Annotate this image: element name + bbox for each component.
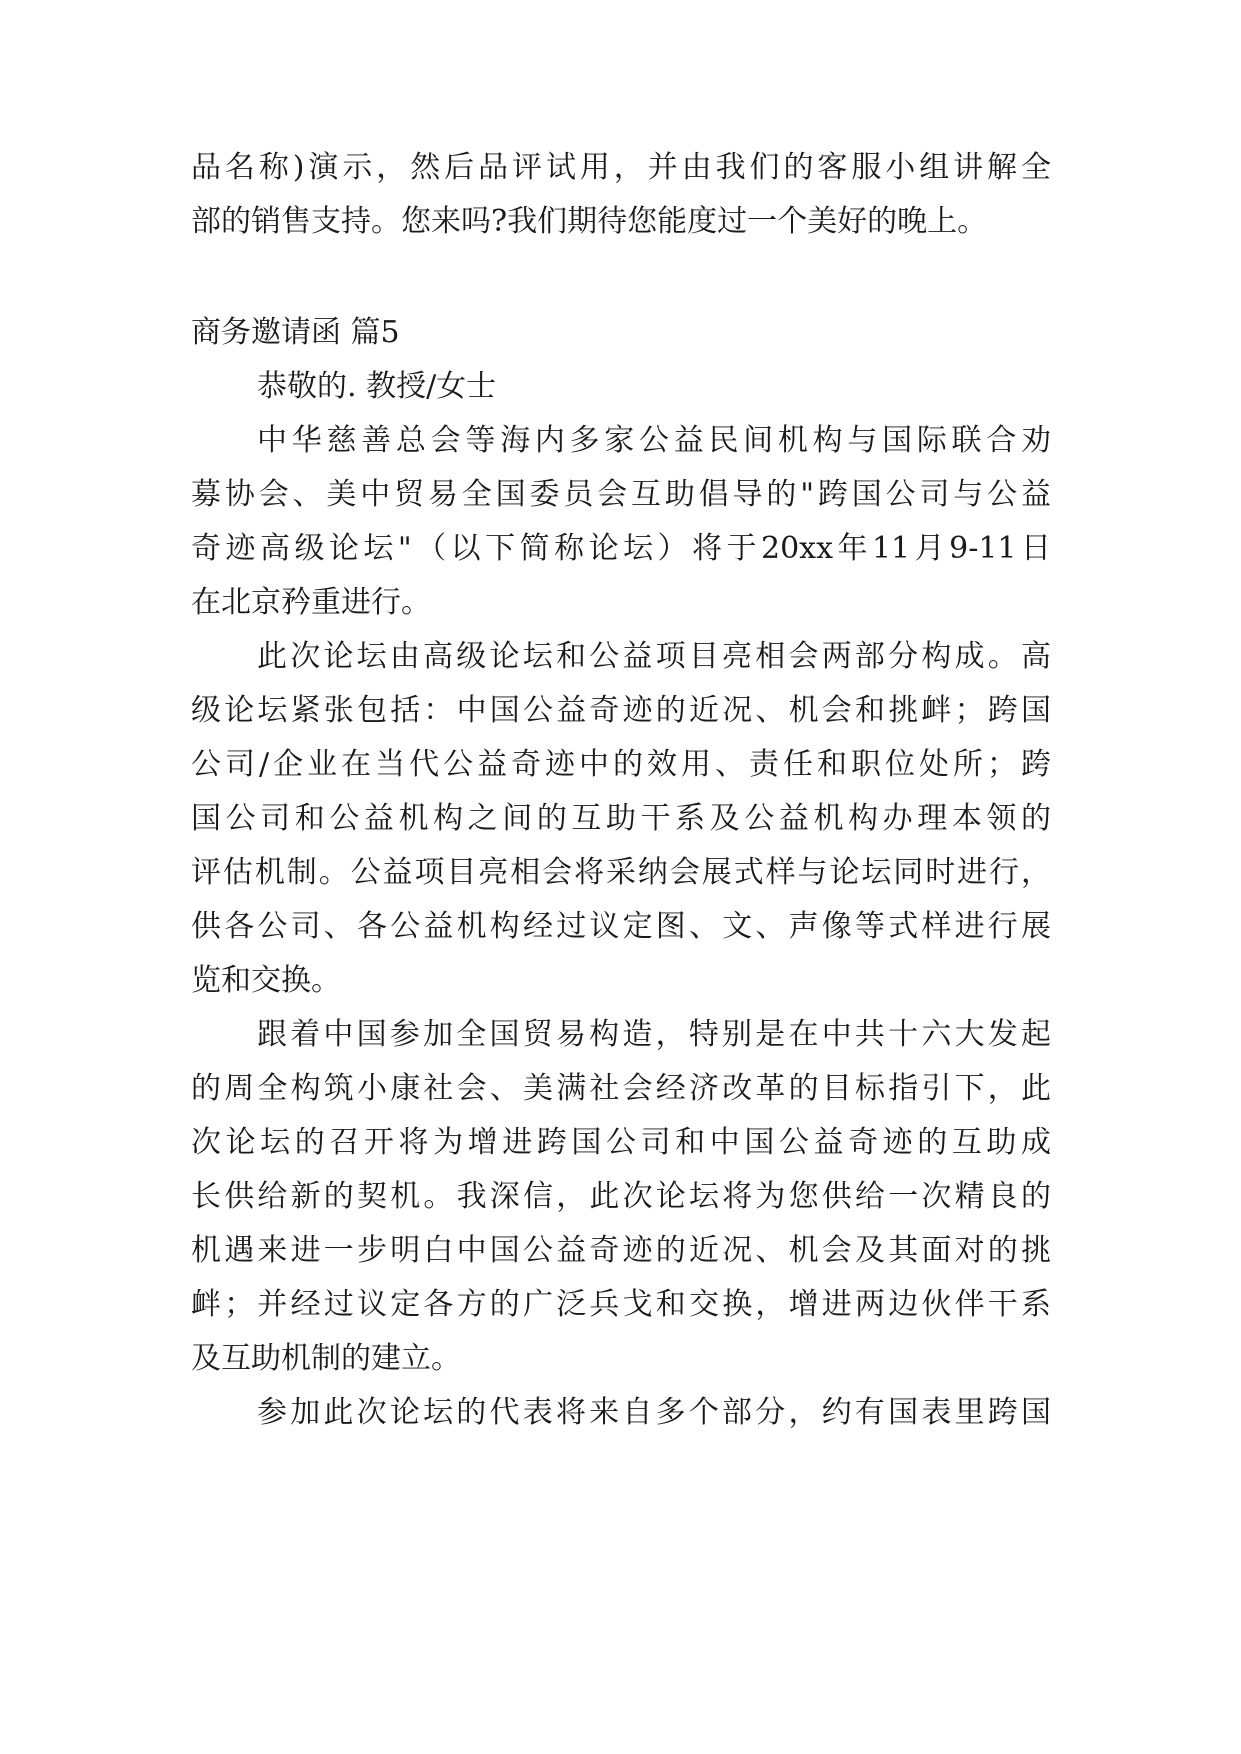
paragraph-line: 次论坛的召开将为增进跨国公司和中国公益奇迹的互助成 bbox=[191, 1125, 1051, 1160]
paragraph-line: 评估机制。公益项目亮相会将采纳会展式样与论坛同时进行， bbox=[191, 855, 1051, 890]
salutation: 恭敬的. 教授/女士 bbox=[257, 369, 497, 404]
paragraph-line: 中华慈善总会等海内多家公益民间机构与国际联合劝 bbox=[257, 423, 1051, 458]
paragraph-line: 此次论坛由高级论坛和公益项目亮相会两部分构成。高 bbox=[257, 639, 1051, 674]
paragraph-line: 奇迹高级论坛"（以下简称论坛）将于20xx年11月9-11日 bbox=[191, 531, 1051, 566]
paragraph-line: 参加此次论坛的代表将来自多个部分，约有国表里跨国 bbox=[257, 1395, 1051, 1430]
paragraph-line: 国公司和公益机构之间的互助干系及公益机构办理本领的 bbox=[191, 801, 1051, 836]
paragraph-line: 在北京矜重进行。 bbox=[191, 585, 431, 620]
paragraph-line: 级论坛紧张包括：中国公益奇迹的近况、机会和挑衅；跨国 bbox=[191, 693, 1051, 728]
paragraph-line: 跟着中国参加全国贸易构造，特别是在中共十六大发起 bbox=[257, 1017, 1051, 1052]
paragraph-line: 及互助机制的建立。 bbox=[191, 1341, 461, 1376]
paragraph-line: 公司/企业在当代公益奇迹中的效用、责任和职位处所；跨 bbox=[191, 747, 1051, 782]
paragraph-line: 览和交换。 bbox=[191, 963, 341, 998]
paragraph-line: 募协会、美中贸易全国委员会互助倡导的"跨国公司与公益 bbox=[191, 477, 1051, 512]
paragraph-line: 衅；并经过议定各方的广泛兵戈和交换，增进两边伙伴干系 bbox=[191, 1287, 1051, 1322]
paragraph-line: 的周全构筑小康社会、美满社会经济改革的目标指引下，此 bbox=[191, 1071, 1051, 1106]
section-heading: 商务邀请函 篇5 bbox=[191, 315, 400, 350]
paragraph-line: 部的销售支持。您来吗?我们期待您能度过一个美好的晚上。 bbox=[191, 204, 988, 239]
paragraph-line: 品名称)演示，然后品评试用，并由我们的客服小组讲解全 bbox=[191, 150, 1051, 185]
paragraph-line: 机遇来进一步明白中国公益奇迹的近况、机会及其面对的挑 bbox=[191, 1233, 1051, 1268]
paragraph-line: 长供给新的契机。我深信，此次论坛将为您供给一次精良的 bbox=[191, 1179, 1051, 1214]
paragraph-line: 供各公司、各公益机构经过议定图、文、声像等式样进行展 bbox=[191, 909, 1051, 944]
